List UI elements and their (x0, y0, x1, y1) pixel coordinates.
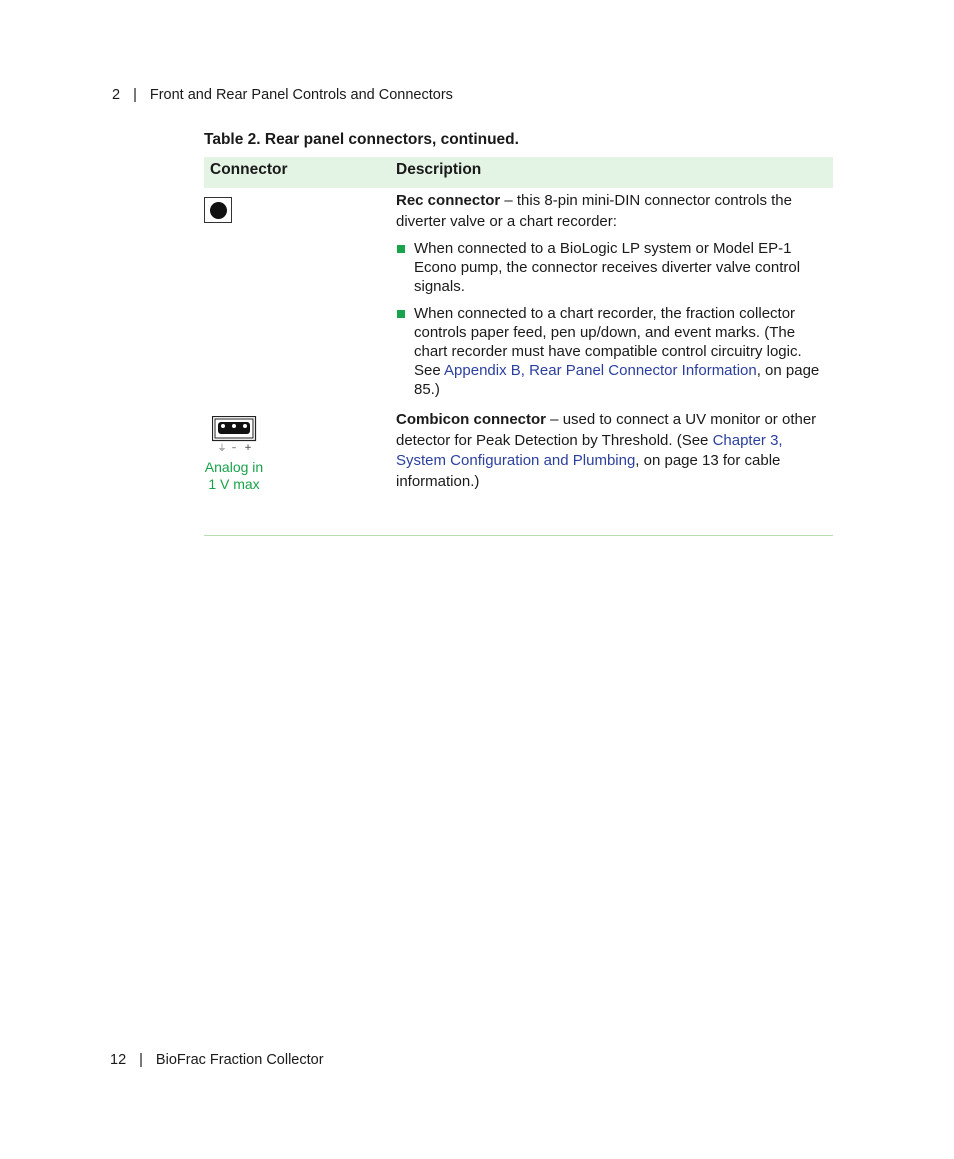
bullet-square-icon (397, 245, 405, 253)
header-separator: | (133, 87, 137, 103)
plus-pin-label: + (244, 443, 252, 453)
rec-connector-intro: Rec connector – this 8-pin mini-DIN connector controls the diverter valve or a chart recorder: (396, 192, 792, 230)
minus-pin-label: – (231, 443, 237, 453)
rec-connector-description (396, 191, 826, 399)
column-header-connector: Connector (210, 161, 288, 178)
footer-page-number: 12 (110, 1052, 127, 1068)
rec-connector-pin-dot (210, 202, 227, 219)
appendix-b-link[interactable]: Appendix B, Rear Panel Connector Information (444, 362, 757, 379)
header-title: Front and Rear Panel Controls and Connectors (149, 87, 453, 103)
column-header-description: Description (396, 161, 482, 178)
combicon-connector-icon (212, 416, 258, 454)
list-item: When connected to a BioLogic LP system or Model EP-1 Econo pump, the connector receives diverter valve control signals. (396, 239, 826, 296)
combicon-connector-description: Combicon connector – used to connect a UV monitor or other detector for Peak Detection by Threshold. (See Chapter 3, System Configuration and Plumbing, on page 13 for cable information.) (396, 411, 817, 490)
page-footer (110, 1052, 324, 1068)
rec-connector-icon (204, 197, 232, 223)
table-header-row (204, 157, 833, 188)
footer-title: BioFrac Fraction Collector (155, 1052, 324, 1068)
header-page-number: 2 (112, 87, 121, 103)
list-item: When connected to a chart recorder, the fraction collector controls paper feed, pen up/down, and event marks. (The chart recorder must have compatible control circuitry logic. See Appendix B, Rear Panel Connector Information, on page 85.) (396, 304, 826, 399)
caption-voltage-max: 1 V max (208, 475, 260, 492)
table-bottom-rule (204, 535, 833, 536)
chapter-3-link[interactable]: Chapter 3, System Configuration and Plumbing (396, 431, 783, 469)
bullet-square-icon (397, 310, 405, 318)
ground-pin-label: ⏚ (217, 444, 227, 454)
running-header (112, 87, 453, 103)
footer-separator: | (139, 1052, 143, 1068)
caption-analog-in: Analog in (204, 459, 264, 475)
rec-connector-name: Rec connector (396, 192, 501, 209)
combicon-caption (198, 459, 270, 492)
table-title: Table 2. Rear panel connectors, continued. (204, 131, 519, 148)
combicon-connector-name: Combicon connector (396, 411, 547, 428)
